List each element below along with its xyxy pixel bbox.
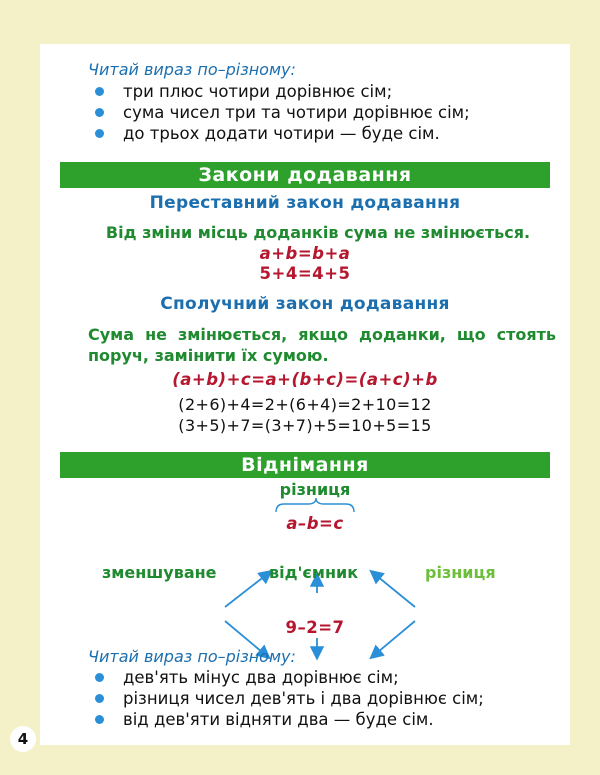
arrow-minuend-to-formula [225, 572, 270, 607]
minuend-label: зменшуване [102, 563, 217, 582]
difference-label-top: різниця [279, 480, 351, 499]
commutative-example: 5+4=4+5 [259, 264, 351, 283]
bullet-icon [95, 673, 104, 682]
section-header-subtraction: Віднімання [60, 452, 550, 478]
associative-title: Сполучний закон додавання [160, 294, 450, 314]
list-item: дев'ять мінус два дорівнює сім; [95, 667, 484, 688]
read-prompt-1: Читай вираз по–різному: [88, 60, 296, 79]
subtrahend-label: від'ємник [269, 563, 359, 582]
diagram-example: 9–2=7 [285, 618, 345, 637]
associative-example-2: (3+5)+7=(3+7)+5=10+5=15 [178, 416, 432, 435]
read-prompt-2: Читай вираз по–різному: [88, 647, 296, 666]
section-header-addition-laws: Закони додавання [60, 162, 550, 188]
commutative-title: Переставний закон додавання [149, 193, 461, 213]
bullet-icon [95, 87, 104, 96]
read-list-2 [95, 667, 484, 730]
page-content [40, 44, 570, 745]
list-item: до трьох додати чотири — буде сім. [95, 123, 470, 144]
bullet-icon [95, 694, 104, 703]
bullet-icon [95, 129, 104, 138]
associative-rule-line2: поруч, замінити їх сумою. [88, 346, 329, 365]
difference-label-right: різниця [425, 563, 496, 582]
bullet-icon [95, 108, 104, 117]
associative-example-1: (2+6)+4=2+(6+4)=2+10=12 [178, 395, 432, 414]
page-number: 4 [10, 726, 36, 752]
read-list-1 [95, 81, 470, 144]
list-item: різниця чисел дев'ять і два дорівнює сім; [95, 688, 484, 709]
associative-formula: (a+b)+c=a+(b+c)=(a+c)+b [172, 370, 438, 389]
diagram-formula: a–b=c [286, 514, 344, 533]
commutative-rule: Від зміни місць доданків сума не змінюється. [105, 223, 531, 242]
brace-icon [276, 498, 354, 512]
arrow-difference-to-formula [372, 572, 415, 607]
associative-rule-line1: Сума не змінюється, якщо доданки, що стоять [88, 325, 556, 344]
list-item: три плюс чотири дорівнює сім; [95, 81, 470, 102]
commutative-formula: a+b=b+a [259, 244, 351, 263]
list-item: від дев'яти відняти два — буде сім. [95, 709, 484, 730]
bullet-icon [95, 715, 104, 724]
list-item: сума чисел три та чотири дорівнює сім; [95, 102, 470, 123]
